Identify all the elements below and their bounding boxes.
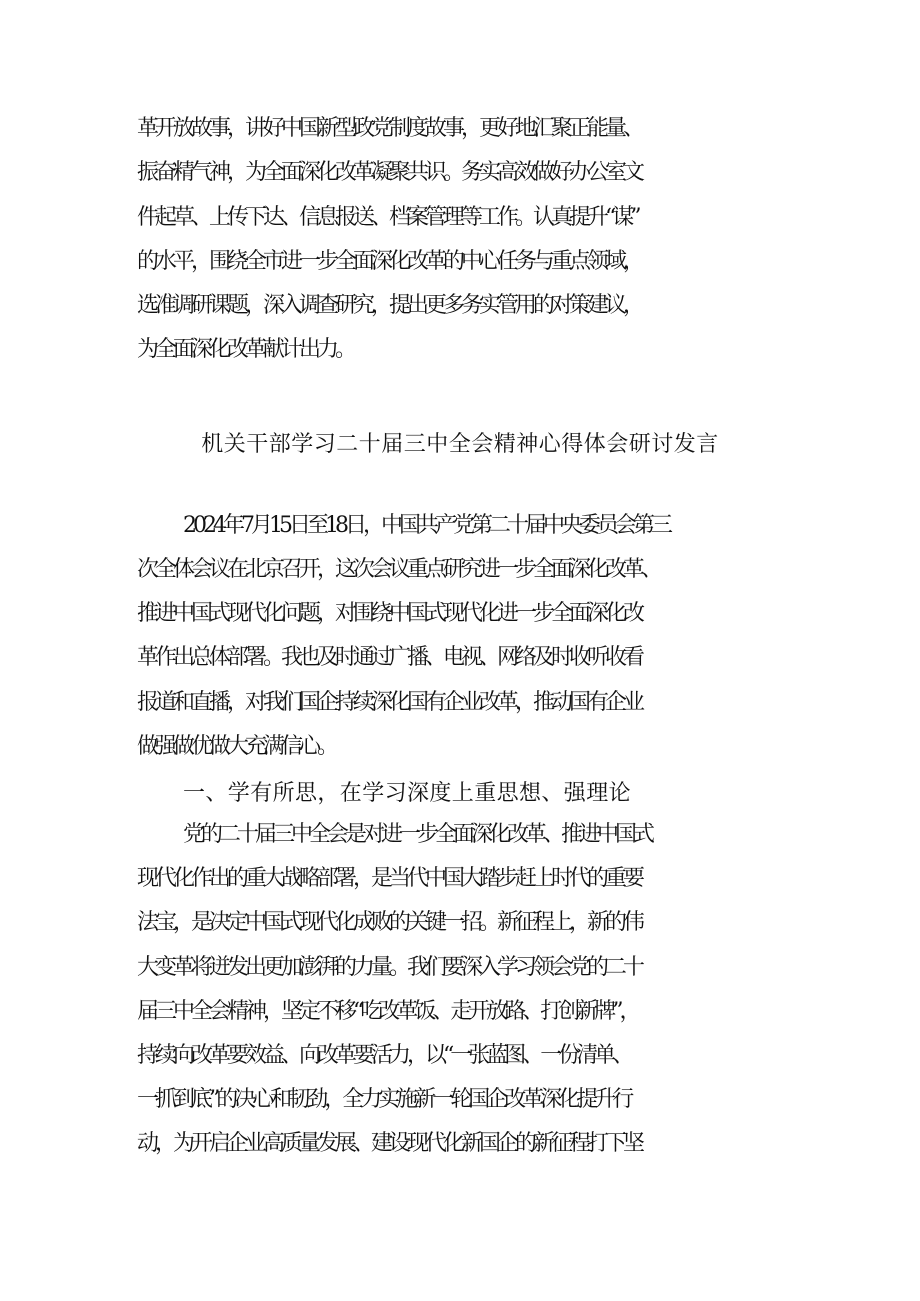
paragraph-line: 推进中国式现代化问题，对围绕中国式现代化进一步全面深化改 — [137, 601, 642, 626]
paragraph-line: 2024年7月15日至18日，中国共产党第二十届中央委员会第三 — [183, 513, 669, 538]
paragraph-line: 为全面深化改革献计出力。 — [137, 337, 354, 362]
article-title: 机关干部学习二十届三中全会精神心得体会研讨发言 — [201, 432, 719, 457]
paragraph-line: 现代化作出的重大战略部署，是当代中国大踏步赶上时代的重要 — [137, 866, 642, 891]
paragraph-line: 持续向改革要效益、向改革要活力，以“一张蓝图、一份清单、 — [137, 1043, 631, 1068]
paragraph-line: 革开放故事，讲好中国新型政党制度故事，更好地汇聚正能量、 — [137, 116, 642, 141]
paragraph-line: 做强做优做大充满信心。 — [137, 734, 336, 759]
paragraph-line: 大变革将迸发出更加澎湃的力量。我们要深入学习领会党的二十 — [137, 955, 642, 980]
paragraph-line: 党的二十届三中全会是对进一步全面深化改革、推进中国式 — [183, 822, 652, 847]
paragraph-line: 动，为开启企业高质量发展、建设现代化新国企的新征程打下坚 — [137, 1131, 642, 1156]
paragraph-line: 法宝，是决定中国式现代化成败的关键一招。新征程上，新的伟 — [137, 910, 642, 935]
section-heading: 一、学有所思，在学习深度上重思想、强理论 — [183, 781, 632, 806]
paragraph-line: 振奋精气神，为全面深化改革凝聚共识。务实高效做好办公室文 — [137, 160, 642, 185]
paragraph-line: 一抓到底”的决心和韧劲，全力实施新一轮国企改革深化提升行 — [137, 1087, 631, 1112]
paragraph-line: 的水平，围绕全市进一步全面深化改革的中心任务与重点领域， — [137, 249, 642, 274]
paragraph-line: 选准调研课题，深入调查研究，提出更多务实管用的对策建议， — [137, 293, 642, 318]
paragraph-line: 革作出总体部署。我也及时通过广播、电视、网络及时收听收看 — [137, 645, 642, 670]
paragraph-line: 报道和直播，对我们国企持续深化国有企业改革，推动国有企业 — [137, 690, 642, 715]
paragraph-line: 次全体会议在北京召开，这次会议重点研究进一步全面深化改革、 — [137, 557, 660, 582]
paragraph-line: 届三中全会精神，坚定不移“吃改革饭、走开放路、打创新牌”， — [137, 999, 638, 1024]
paragraph-line: 件起草、上传下达、信息报送、档案管理等工作。认真提升“谋” — [137, 205, 638, 230]
